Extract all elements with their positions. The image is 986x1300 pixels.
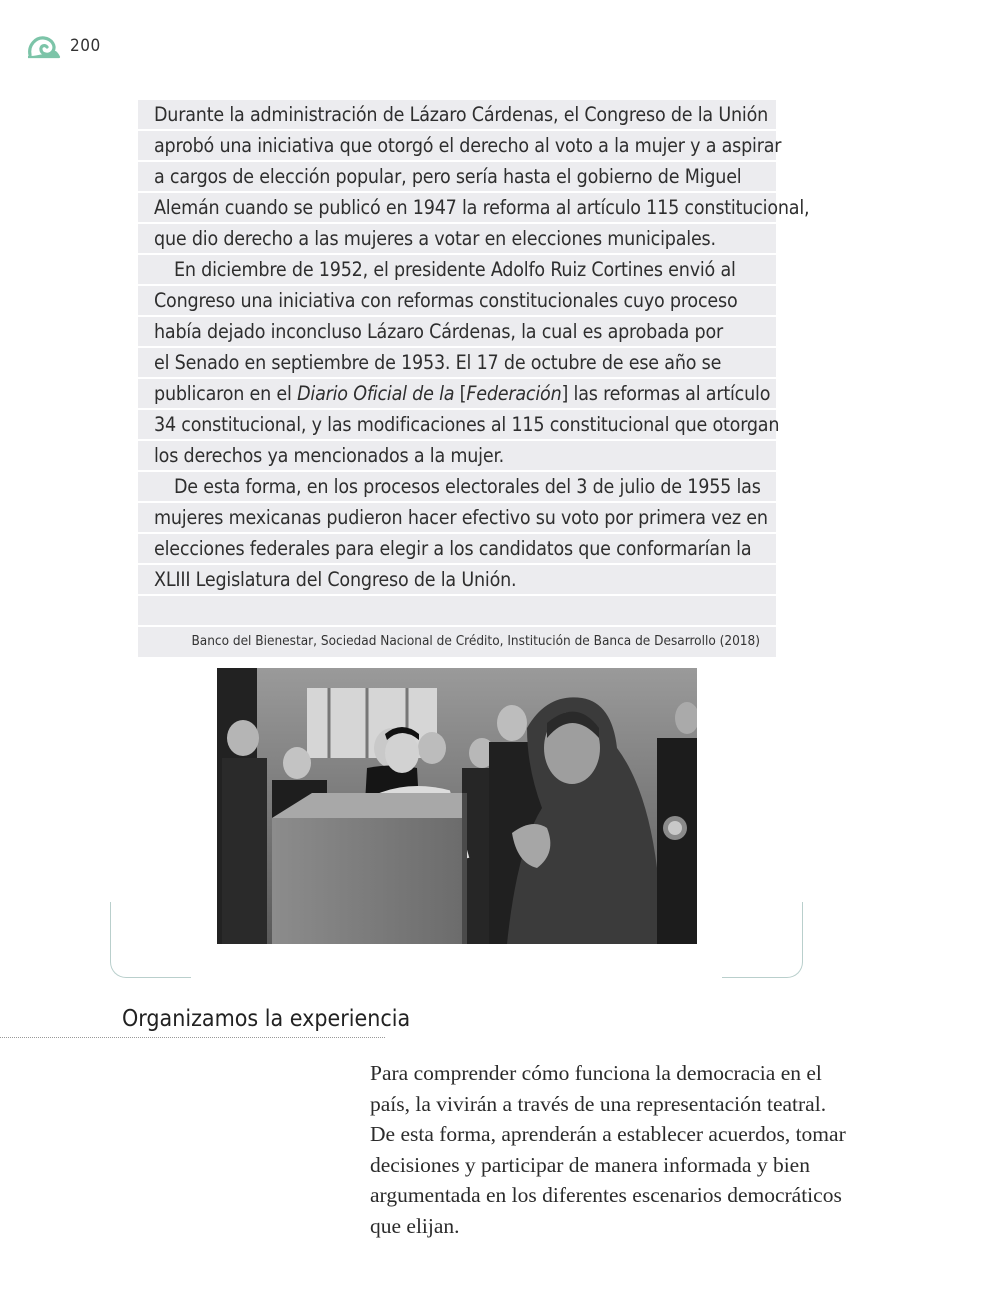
paragraph-line: decisiones y participar de manera informada y bien	[370, 1152, 810, 1177]
quote-line	[138, 379, 776, 410]
quote-line: En diciembre de 1952, el presidente Adolfo Ruiz Cortines envió al	[138, 255, 776, 286]
paragraph-line: argumentada en los diferentes escenarios democráticos	[370, 1183, 842, 1207]
section-title: Organizamos la experiencia	[122, 1006, 411, 1032]
quote-line: que dio derecho a las mujeres a votar en elecciones municipales.	[138, 224, 776, 255]
quote-line: 34 constitucional, y las modificaciones al 115 constitucional que otorgan	[138, 410, 776, 441]
quote-line-fragment: [	[454, 382, 467, 405]
quote-line: Alemán cuando se publicó en 1947 la reforma al artículo 115 constitucional,	[138, 193, 776, 224]
quote-line: el Senado en septiembre de 1953. El 17 de octubre de ese año se	[138, 348, 776, 379]
quote-line: Durante la administración de Lázaro Cárdenas, el Congreso de la Unión	[138, 100, 776, 131]
quote-spacer	[138, 596, 776, 627]
quote-line: Congreso una iniciativa con reformas constitucionales cuyo proceso	[138, 286, 776, 317]
paragraph-line: que elijan.	[370, 1213, 460, 1238]
quote-line-fragment: Federación	[466, 382, 562, 405]
corner-bracket-right	[722, 902, 803, 978]
quote-box	[138, 100, 810, 657]
section-title-rule	[0, 1037, 385, 1038]
page-number: 200	[70, 36, 101, 56]
quote-source: Banco del Bienestar, Sociedad Nacional de Crédito, Institución de Banca de Desarrollo (2018)	[191, 633, 760, 649]
page-header	[26, 30, 101, 62]
quote-line: los derechos ya mencionados a la mujer.	[138, 441, 776, 472]
paragraph-line: país, la vivirán a través de una representación teatral.	[370, 1091, 827, 1116]
voting-photo-illustration	[217, 668, 697, 944]
quote-text	[138, 100, 810, 596]
quote-line: mujeres mexicanas pudieron hacer efectivo su voto por primera vez en	[138, 503, 776, 534]
quote-line: había dejado inconcluso Lázaro Cárdenas, la cual es aprobada por	[138, 317, 776, 348]
voting-photo	[217, 668, 697, 944]
quote-line-fragment: ]	[561, 382, 574, 405]
quote-line: a cargos de elección popular, pero sería hasta el gobierno de Miguel	[138, 162, 776, 193]
quote-line: elecciones federales para elegir a los candidatos que conformarían la	[138, 534, 776, 565]
quote-line-fragment: Diario Oficial de la	[297, 382, 455, 405]
quote-line: XLIII Legislatura del Congreso de la Unión.	[138, 565, 776, 596]
corner-bracket-left	[110, 902, 191, 978]
quote-line-fragment: publicaron en el	[154, 382, 298, 405]
quote-line: aprobó una iniciativa que otorgó el derecho al voto a la mujer y a aspirar	[138, 131, 776, 162]
snail-icon	[26, 31, 62, 61]
quote-line: De esta forma, en los procesos electorales del 3 de julio de 1955 las	[138, 472, 776, 503]
paragraph-line: Para comprender cómo funciona la democracia en el	[370, 1061, 822, 1085]
section-paragraph	[370, 1058, 870, 1241]
quote-line-fragment: las reformas al artículo	[573, 382, 771, 405]
paragraph-line: De esta forma, aprenderán a establecer acuerdos, tomar	[370, 1122, 846, 1146]
